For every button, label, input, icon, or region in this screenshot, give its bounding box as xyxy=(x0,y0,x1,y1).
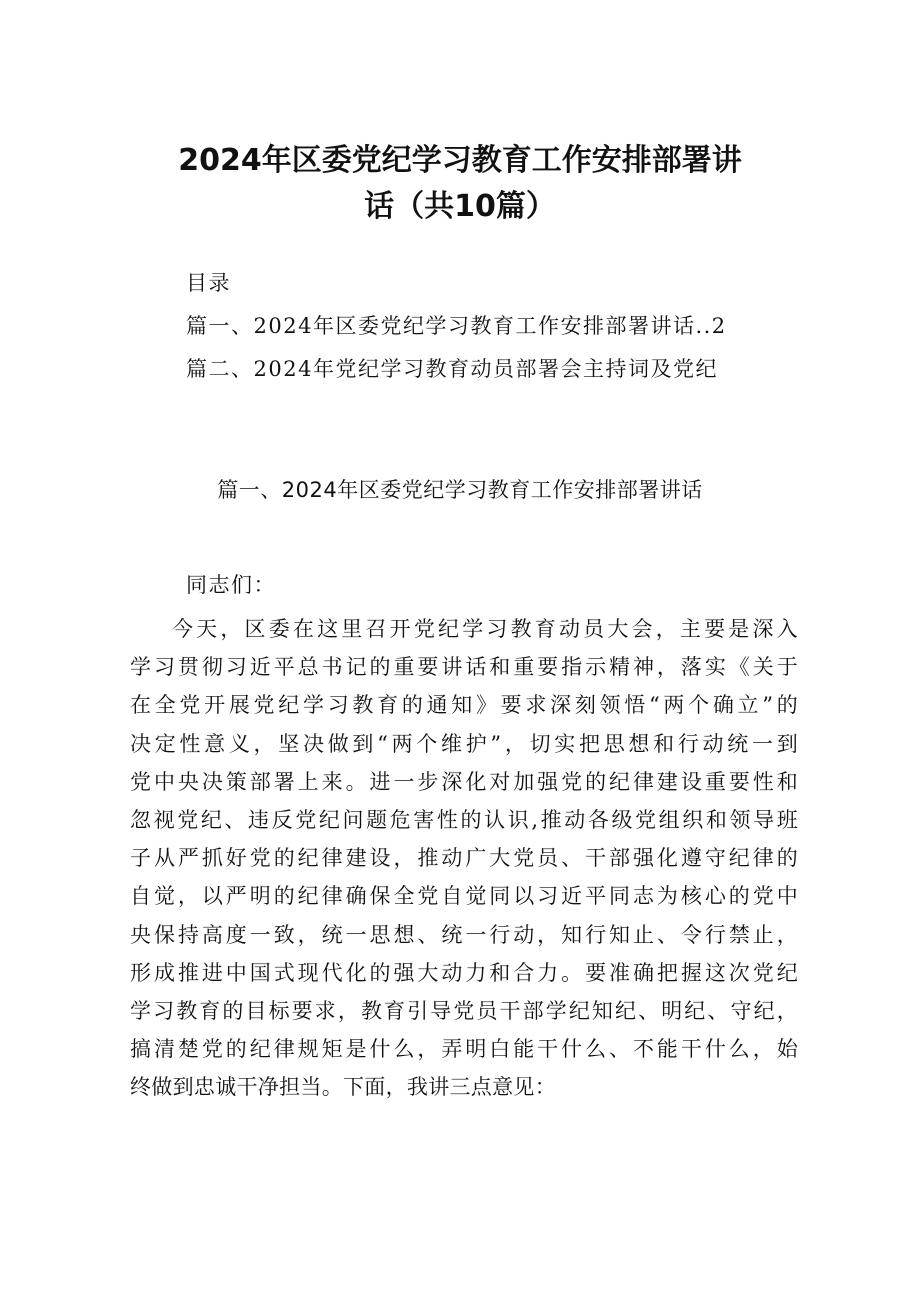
paragraph-line: 学习贯彻习近平总书记的重要讲话和重要指示精神，落实《关于 xyxy=(130,655,798,680)
paragraph-line: 自觉，以严明的纪律确保全党自觉同以习近平同志为核心的党中 xyxy=(130,884,798,909)
document-title xyxy=(130,138,790,230)
toc-item[interactable]: 篇二、2024年党纪学习教育动员部署会主持词及党纪 xyxy=(186,357,718,381)
paragraph-line: 今天，区委在这里召开党纪学习教育动员大会，主要是深入 xyxy=(172,617,798,641)
paragraph-line: 搞清楚党的纪律规矩是什么，弄明白能干什么、不能干什么，始 xyxy=(130,1037,798,1062)
paragraph-line: 终做到忠诚干净担当。下面，我讲三点意见： xyxy=(130,1075,556,1100)
title-line-1: 2024年区委党纪学习教育工作安排部署讲 xyxy=(178,143,742,178)
toc-item[interactable]: 篇一、2024年区委党纪学习教育工作安排部署讲话..2 xyxy=(186,314,727,338)
salutation: 同志们： xyxy=(186,573,276,597)
paragraph-line: 决定性意义，坚决做到“两个维护”，切实把思想和行动统一到 xyxy=(130,731,798,756)
title-line-2: 话（共10篇） xyxy=(364,189,556,224)
body-paragraph xyxy=(130,610,798,1106)
paragraph-line: 党中央决策部署上来。进一步深化对加强党的纪律建设重要性和 xyxy=(130,769,798,794)
paragraph-line: 子从严抓好党的纪律建设，推动广大党员、干部强化遵守纪律的 xyxy=(130,846,798,871)
toc-heading: 目录 xyxy=(186,271,231,295)
paragraph-line: 在全党开展党纪学习教育的通知》要求深刻领悟“两个确立”的 xyxy=(130,693,798,718)
paragraph-line: 形成推进中国式现代化的强大动力和合力。要准确把握这次党纪 xyxy=(130,960,798,985)
table-of-contents xyxy=(186,262,806,391)
paragraph-line: 忽视党纪、违反党纪问题危害性的认识,推动各级党组织和领导班 xyxy=(130,807,798,832)
paragraph-line: 央保持高度一致，统一思想、统一行动，知行知止、令行禁止， xyxy=(130,922,798,947)
paragraph-line: 学习教育的目标要求，教育引导党员干部学纪知纪、明纪、守纪， xyxy=(130,998,798,1023)
section-heading: 篇一、2024年区委党纪学习教育工作安排部署讲话 xyxy=(217,478,703,502)
